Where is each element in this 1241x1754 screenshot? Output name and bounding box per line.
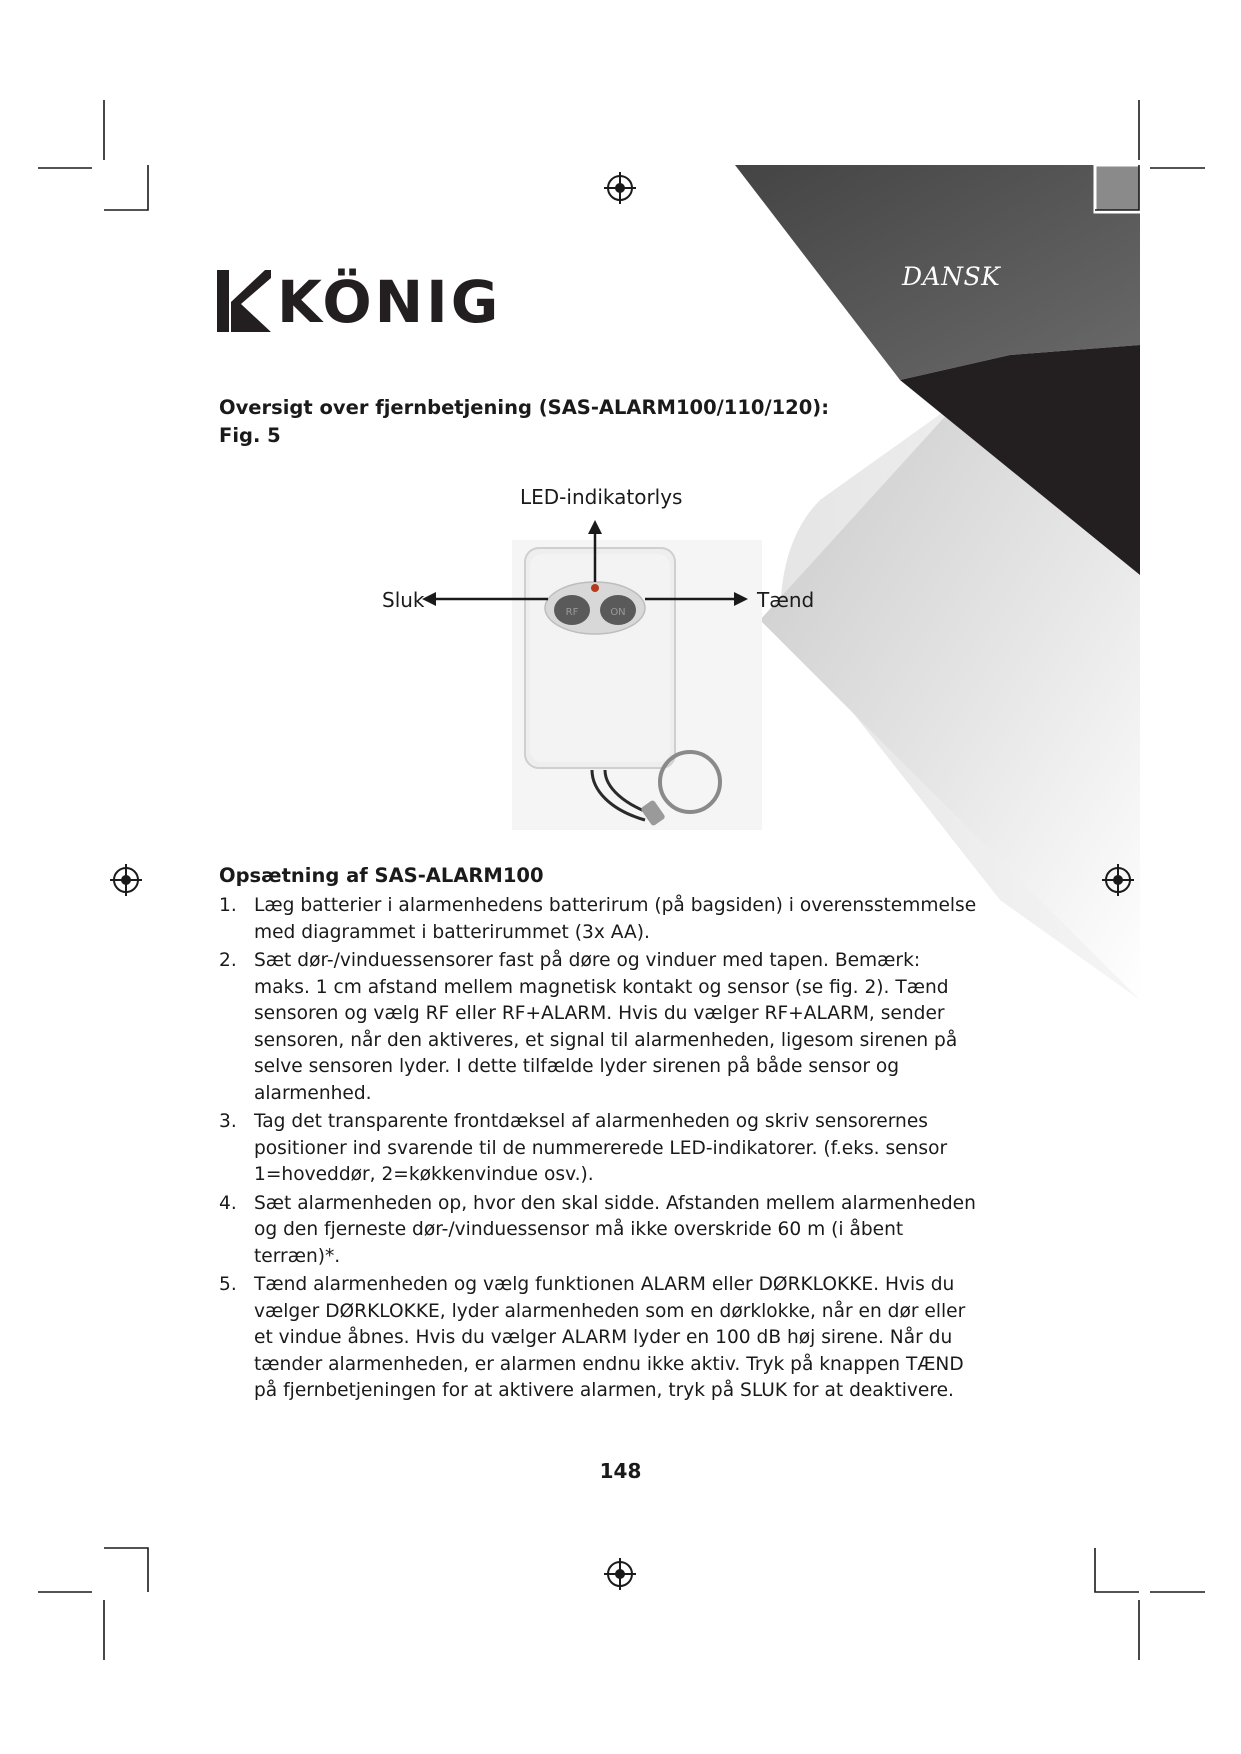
list-item (219, 893, 979, 946)
step-text: Sæt dør-/vinduessensorer fast på døre og vinduer med tapen. Bemærk: maks. 1 cm afstand mellem magnetisk kontakt og sensor (se fig. 2). Tænd sensoren og vælg RF eller RF+ALARM. Hvis du vælger RF+ALARM, sender sensoren, når den aktiveres, et signal til alarmenheden, ligesom sirenen på selve sensoren lyder. I dette tilfælde lyder sirenen på både sensor og alarmenhed. (254, 950, 958, 1104)
registration-mark-bottom-icon (602, 1556, 638, 1592)
off-button-label: RF (565, 607, 579, 618)
led-indicator (591, 584, 599, 592)
step-number: 1. (219, 895, 237, 916)
list-item (219, 1272, 979, 1405)
step-number: 2. (219, 950, 237, 971)
step-number: 5. (219, 1274, 237, 1295)
remote-overview-title: Oversigt over fjernbetjening (SAS-ALARM100/110/120): (219, 396, 830, 419)
remote-control-figure (400, 520, 820, 830)
setup-title: Opsætning af SAS-ALARM100 (219, 864, 544, 887)
step-number: 3. (219, 1111, 237, 1132)
step-number: 4. (219, 1192, 237, 1214)
step-text: Læg batterier i alarmenhedens batterirum (på bagsiden) i overensstemmelse med diagrammet i batterirummet (3x AA). (254, 895, 977, 943)
on-button-label: ON (610, 607, 626, 618)
figure-label: Fig. 5 (219, 424, 281, 447)
on-callout-label: Tænd (757, 588, 815, 612)
off-callout-label: Sluk (382, 588, 425, 612)
page-number: 148 (599, 1459, 642, 1483)
registration-mark-right-icon (1100, 862, 1136, 898)
list-item (219, 1109, 979, 1189)
step-text: Sæt alarmenheden op, hvor den skal sidde. Afstanden mellem alarmenheden og den fjerneste dør-/vinduessensor må ikke overskride 60 m (i åbent terræn)*. (254, 1192, 976, 1267)
konig-logo-icon (217, 270, 271, 332)
step-text: Tænd alarmenheden og vælg funktionen ALARM eller DØRKLOKKE. Hvis du vælger DØRKLOKKE, lyder alarmenheden som en dørklokke, når en dør eller et vindue åbnes. Hvis du vælger ALARM lyder en 100 dB høj sirene. Når du tænder alarmenheden, er alarmen endnu ikke aktiv. Tryk på knappen TÆND på fjernbetjeningen for at aktivere alarmen, tryk på SLUK for at deaktivere. (254, 1274, 966, 1401)
registration-mark-top-icon (602, 170, 638, 206)
list-item (219, 948, 979, 1107)
led-callout-label: LED-indikatorlys (520, 485, 683, 509)
list-item (219, 1191, 979, 1271)
language-label: DANSK (902, 262, 1001, 291)
brand-name: KÖNIG (277, 268, 502, 336)
step-text: Tag det transparente frontdæksel af alarmenheden og skriv sensorernes positioner ind svarende til de nummererede LED-indikatorer. (f.eks. sensor 1=hoveddør, 2=køkkenvindue osv.). (254, 1111, 948, 1185)
registration-mark-left-icon (108, 862, 144, 898)
setup-steps-list (219, 893, 979, 1407)
